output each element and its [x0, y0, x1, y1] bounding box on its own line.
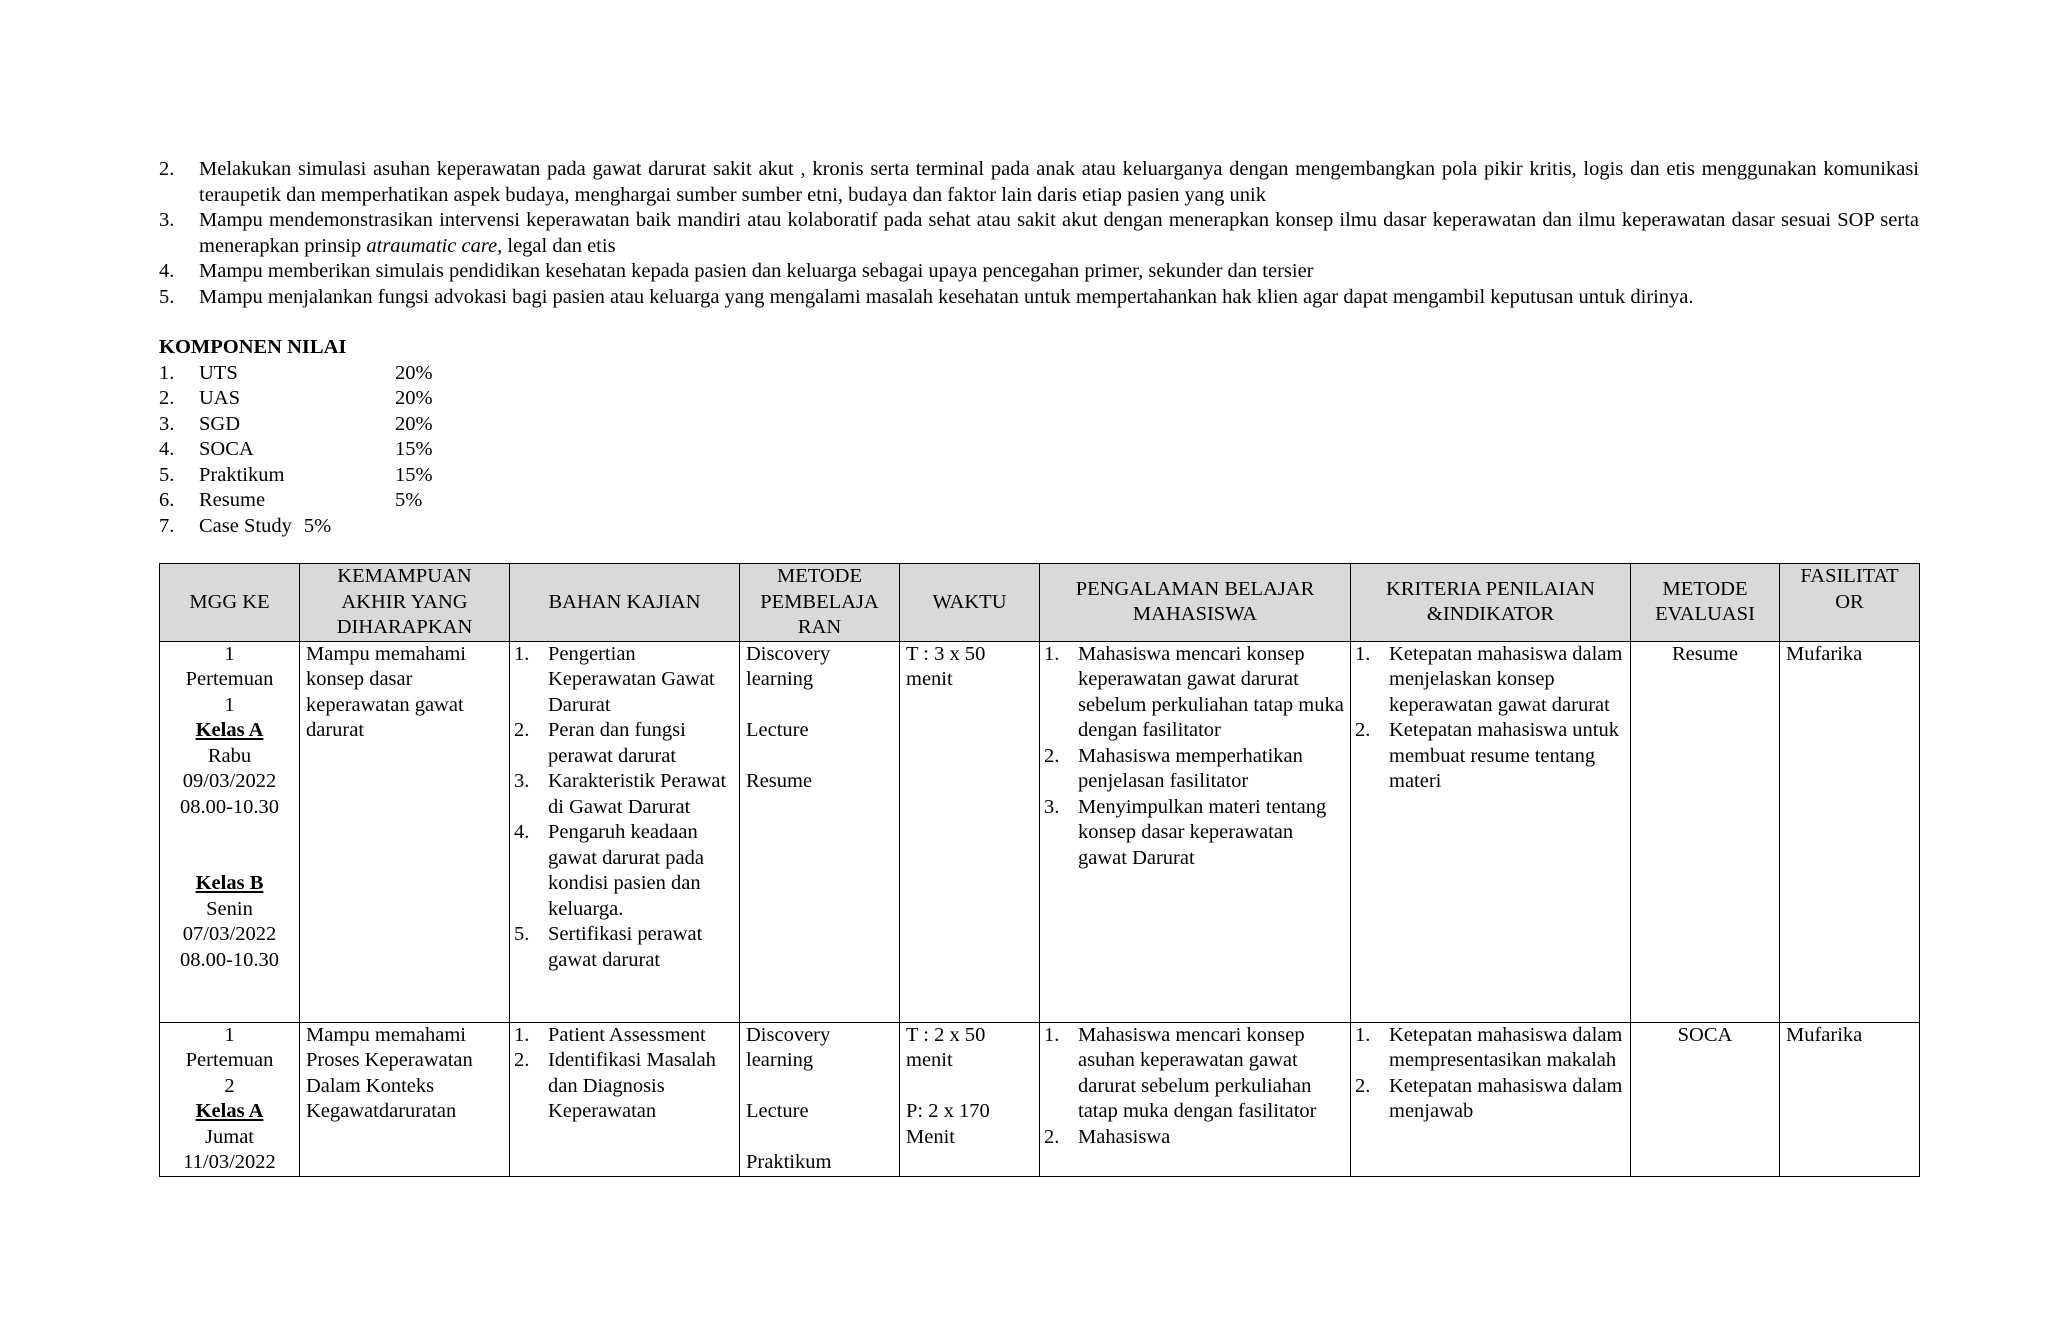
kelas-a-label: Kelas A: [195, 719, 264, 741]
objective-item: 3. Mampu mendemonstrasikan intervensi keperawatan baik mandiri atau kolaboratif pada sehat atau sakit akut dengan menerapkan konsep ilmu dasar keperawatan dan ilmu keperawatan dasar sesuai SOP serta menerapkan prinsip atraumatic care, legal dan etis: [159, 209, 1919, 257]
cell-mgg: 1 Pertemuan 1 Kelas A Rabu 09/03/2022 08.00-10.30 Kelas B Senin 07/03/2022 08.00-10.30: [160, 641, 300, 1022]
learning-objectives-list: [159, 157, 1919, 310]
cell-kemampuan: Mampu memahami Proses Keperawatan Dalam Konteks Kegawatdaruratan: [300, 1022, 510, 1176]
document-page: [159, 157, 1919, 539]
cell-pengalaman: [1040, 641, 1351, 1022]
cell-kemampuan: Mampu memahami konsep dasar keperawatan gawat darurat: [300, 641, 510, 1022]
cell-fasilitator: Mufarika: [1780, 1022, 1920, 1176]
cell-waktu: T : 2 x 50 menit P: 2 x 170 Menit: [900, 1022, 1040, 1176]
header-mgg-ke: MGG KE: [160, 564, 300, 642]
list-item: 4. Pengaruh keadaan gawat darurat pada kondisi pasien dan keluarga.: [514, 821, 704, 920]
header-waktu: WAKTU: [900, 564, 1040, 642]
cell-metode: Discovery learning Lecture Resume: [740, 641, 900, 1022]
objective-item: 5. Mampu menjalankan fungsi advokasi bagi pasien atau keluarga yang mengalami masalah kesehatan untuk mempertahankan hak klien agar dapat mengambil keputusan untuk dirinya.: [159, 285, 1694, 308]
list-item: 5. Sertifikasi perawat gawat darurat: [514, 923, 703, 971]
cell-mgg: 1 Pertemuan 2 Kelas A Jumat 11/03/2022: [160, 1022, 300, 1176]
cell-bahan-kajian: [510, 1022, 740, 1176]
komponen-item: 1. UTS 20%: [159, 361, 433, 384]
cell-fasilitator: Mufarika: [1780, 641, 1920, 1022]
list-item: 2. Peran dan fungsi perawat darurat: [514, 719, 686, 767]
komponen-nilai-list: [159, 361, 1919, 540]
list-item: 2. Ketepatan mahasiswa untuk membuat resume tentang materi: [1355, 719, 1619, 792]
cell-evaluasi: SOCA: [1631, 1022, 1780, 1176]
table-row: [160, 641, 1920, 1022]
cell-pengalaman: [1040, 1022, 1351, 1176]
list-item: 1. Patient Assessment: [514, 1023, 706, 1046]
list-item: 2. Identifikasi Masalah dan Diagnosis Keperawatan: [514, 1049, 716, 1122]
rps-table: [159, 563, 1920, 1177]
list-item: 3. Karakteristik Perawat di Gawat Darurat: [514, 770, 727, 818]
objective-item: 4. Mampu memberikan simulais pendidikan kesehatan kepada pasien dan keluarga sebagai upaya pencegahan primer, sekunder dan tersier: [159, 260, 1314, 282]
header-pengalaman-belajar: PENGALAMAN BELAJAR MAHASISWA: [1040, 564, 1351, 642]
cell-evaluasi: Resume: [1631, 641, 1780, 1022]
list-item: 1. Pengertian Keperawatan Gawat Darurat: [514, 642, 715, 716]
cell-metode: Discovery learning Lecture Praktikum: [740, 1022, 900, 1176]
list-item: 1. Ketepatan mahasiswa dalam mempresentasikan makalah: [1355, 1023, 1623, 1071]
header-metode-evaluasi: METODE EVALUASI: [1631, 564, 1780, 642]
komponen-item: 2. UAS 20%: [159, 387, 433, 409]
table-row: [160, 1022, 1920, 1176]
list-item: 1. Mahasiswa mencari konsep keperawatan gawat darurat sebelum perkuliahan tatap muka dengan fasilitator: [1044, 642, 1344, 741]
header-kriteria-penilaian: KRITERIA PENILAIAN &INDIKATOR: [1351, 564, 1631, 642]
cell-kriteria: [1351, 641, 1631, 1022]
header-metode-pembelajaran: METODE PEMBELAJA RAN: [740, 564, 900, 642]
komponen-item: 5. Praktikum 15%: [159, 463, 433, 486]
list-item: 1. Ketepatan mahasiswa dalam menjelaskan konsep keperawatan gawat darurat: [1355, 642, 1623, 716]
header-kemampuan-akhir: KEMAMPUAN AKHIR YANG DIHARAPKAN: [300, 564, 510, 642]
table-header-row: [160, 564, 1920, 642]
list-item: 3. Menyimpulkan materi tentang konsep dasar keperawatan gawat Darurat: [1044, 795, 1327, 869]
list-item: 2. Mahasiswa memperhatikan penjelasan fasilitator: [1044, 744, 1303, 792]
komponen-item: 4. SOCA 15%: [159, 438, 433, 460]
cell-bahan-kajian: [510, 641, 740, 1022]
cell-kriteria: [1351, 1022, 1631, 1176]
list-item: 2. Ketepatan mahasiswa dalam menjawab: [1355, 1074, 1623, 1122]
komponen-item: 7. Case Study 5%: [159, 514, 332, 537]
italic-term: atraumatic care: [366, 234, 498, 257]
komponen-item: 3. SGD 20%: [159, 412, 433, 435]
header-fasilitator: FASILITAT OR: [1780, 564, 1920, 642]
cell-waktu: T : 3 x 50 menit: [900, 641, 1040, 1022]
objective-item: 2. Melakukan simulasi asuhan keperawatan pada gawat darurat sakit akut , kronis serta terminal pada anak atau keluarganya dengan mengembangkan pola pikir kritis, logis dan etis menggunakan komunikasi teraupetik dan memperhatikan aspek budaya, menghargai sumber sumber etni, budaya dan faktor lain daris etiap pasien yang unik: [159, 158, 1919, 206]
kelas-a-label: Kelas A: [195, 1100, 264, 1122]
komponen-nilai-title: KOMPONEN NILAI: [159, 336, 347, 358]
list-item: 2. Mahasiswa: [1044, 1125, 1171, 1148]
header-bahan-kajian: BAHAN KAJIAN: [510, 564, 740, 642]
kelas-b-label: Kelas B: [195, 872, 264, 894]
list-item: 1. Mahasiswa mencari konsep asuhan keperawatan gawat darurat sebelum perkuliahan tatap muka dengan fasilitator: [1044, 1023, 1317, 1122]
komponen-item: 6. Resume 5%: [159, 489, 423, 511]
